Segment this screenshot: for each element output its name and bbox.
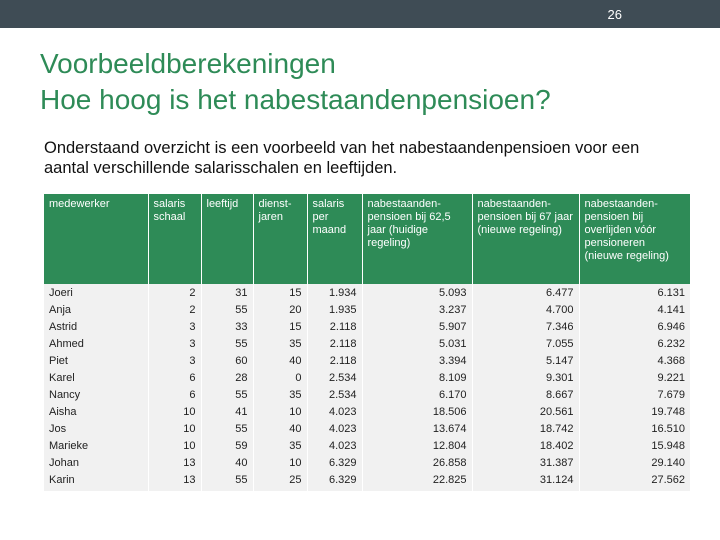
employee-name-cell: Piet	[44, 353, 148, 370]
table-cell: 2.118	[307, 319, 362, 336]
table-cell: 60	[201, 353, 253, 370]
table-cell: 2.534	[307, 370, 362, 387]
table-cell: 59	[201, 438, 253, 455]
employee-name-cell: Karel	[44, 370, 148, 387]
table-cell: 8.109	[362, 370, 472, 387]
table-cell: 6.170	[362, 387, 472, 404]
table-cell: 0	[253, 370, 307, 387]
employee-name-cell: Anja	[44, 302, 148, 319]
table-cell: 33	[201, 319, 253, 336]
pension-table	[44, 194, 690, 491]
header-monthly-salary: salaris per maand	[307, 194, 362, 284]
header-service-years: dienst-jaren	[253, 194, 307, 284]
table-cell: 18.506	[362, 404, 472, 421]
table-cell: 15	[253, 319, 307, 336]
table-cell: 2.118	[307, 336, 362, 353]
employee-name-cell: Astrid	[44, 319, 148, 336]
intro-text: Onderstaand overzicht is een voorbeeld van het nabestaandenpensioen voor een aantal verschillende salarisschalen en leeftijden.	[44, 139, 640, 177]
table-cell: 2.118	[307, 353, 362, 370]
table-header-row	[44, 194, 690, 284]
table-cell: 7.346	[472, 319, 579, 336]
table-cell: 20.561	[472, 404, 579, 421]
table-cell: 1.935	[307, 302, 362, 319]
table-cell: 28	[201, 370, 253, 387]
table-row	[44, 336, 690, 353]
header-age: leeftijd	[201, 194, 253, 284]
table-cell: 5.093	[362, 284, 472, 302]
table-row	[44, 438, 690, 455]
table-cell: 16.510	[651, 423, 685, 435]
employee-name-cell: Karin	[44, 472, 148, 491]
table-cell: 6.131	[657, 287, 685, 299]
table-cell: 9.221	[657, 372, 685, 384]
table-cell: 3	[148, 336, 201, 353]
table-cell: 55	[201, 387, 253, 404]
table-cell: 5.031	[362, 336, 472, 353]
table-cell: 31.124	[472, 472, 579, 491]
table-cell: 6	[148, 387, 201, 404]
table-cell: 35	[253, 438, 307, 455]
table-cell: 22.825	[362, 472, 472, 491]
table-cell: 10	[253, 404, 307, 421]
table-cell: 4.141	[657, 304, 685, 316]
table-cell: 18.402	[472, 438, 579, 455]
employee-name-cell: Ahmed	[44, 336, 148, 353]
table-cell: 3.237	[362, 302, 472, 319]
table-cell: 4.700	[472, 302, 579, 319]
employee-name-cell: Jos	[44, 421, 148, 438]
table-cell: 27.562	[651, 474, 685, 486]
table-cell: 6.232	[657, 338, 685, 350]
employee-name-cell: Nancy	[44, 387, 148, 404]
table-row	[44, 404, 690, 421]
top-bar	[0, 0, 720, 28]
table-cell: 3.394	[362, 353, 472, 370]
table-cell: 7.055	[472, 336, 579, 353]
table-cell: 31	[201, 284, 253, 302]
table-cell: 13	[148, 472, 201, 491]
table-cell: 40	[253, 421, 307, 438]
table-row	[44, 472, 690, 491]
page-number: 26	[607, 7, 622, 22]
table-cell: 19.748	[651, 406, 685, 418]
header-pension-before-retirement: nabestaanden-pensioen bij overlijden vóór pensioneren (nieuwe regeling)	[579, 194, 690, 284]
table-row	[44, 455, 690, 472]
table-cell: 6.329	[307, 472, 362, 491]
title-line-1: Voorbeeldberekeningen	[40, 48, 336, 79]
table-cell: 6.946	[657, 321, 685, 333]
table-cell: 6.329	[307, 455, 362, 472]
table-cell: 4.023	[307, 438, 362, 455]
header-pension-67: nabestaanden-pensioen bij 67 jaar (nieuwe regeling)	[472, 194, 579, 284]
employee-name-cell: Johan	[44, 455, 148, 472]
title-line-2: Hoe hoog is het nabestaandenpensioen?	[40, 84, 551, 115]
table-cell: 10	[148, 438, 201, 455]
table-cell: 10	[148, 421, 201, 438]
table-row	[44, 302, 690, 319]
table-cell: 20	[253, 302, 307, 319]
table-cell: 6	[148, 370, 201, 387]
table-cell: 1.934	[307, 284, 362, 302]
table-cell: 4.368	[657, 355, 685, 367]
table-row	[44, 353, 690, 370]
table-cell: 13.674	[362, 421, 472, 438]
page-title	[40, 46, 551, 118]
table-cell: 10	[253, 455, 307, 472]
table-cell: 5.907	[362, 319, 472, 336]
table-cell: 2	[148, 284, 201, 302]
table-cell: 26.858	[362, 455, 472, 472]
employee-name-cell: Joeri	[44, 284, 148, 302]
table-cell: 2.534	[307, 387, 362, 404]
table-cell: 55	[201, 421, 253, 438]
header-pension-62-5: nabestaanden-pensioen bij 62,5 jaar (huidige regeling)	[362, 194, 472, 284]
table-cell: 40	[201, 455, 253, 472]
table-cell: 35	[253, 387, 307, 404]
table-cell: 55	[201, 302, 253, 319]
table-cell: 8.667	[472, 387, 579, 404]
table-row	[44, 370, 690, 387]
table-cell: 5.147	[472, 353, 579, 370]
table-cell: 55	[201, 472, 253, 491]
table-cell: 9.301	[472, 370, 579, 387]
table-row	[44, 319, 690, 336]
header-employee: medewerker	[44, 194, 148, 284]
table-cell: 15	[253, 284, 307, 302]
table-body	[44, 284, 690, 491]
table-cell: 12.804	[362, 438, 472, 455]
table-cell: 29.140	[651, 457, 685, 469]
table-cell: 40	[253, 353, 307, 370]
table-cell: 4.023	[307, 421, 362, 438]
table-cell: 31.387	[472, 455, 579, 472]
table-cell: 3	[148, 319, 201, 336]
table-cell: 2	[148, 302, 201, 319]
table-cell: 10	[148, 404, 201, 421]
table-cell: 13	[148, 455, 201, 472]
table-row	[44, 387, 690, 404]
table-row	[44, 284, 690, 302]
table-cell: 3	[148, 353, 201, 370]
employee-name-cell: Aisha	[44, 404, 148, 421]
table-cell: 6.477	[472, 284, 579, 302]
table-cell: 25	[253, 472, 307, 491]
table-cell: 15.948	[651, 440, 685, 452]
table-cell: 41	[201, 404, 253, 421]
table-cell: 18.742	[472, 421, 579, 438]
table-cell: 35	[253, 336, 307, 353]
employee-name-cell: Marieke	[44, 438, 148, 455]
table-row	[44, 421, 690, 438]
pension-table-container	[44, 194, 690, 488]
table-cell: 7.679	[657, 389, 685, 401]
header-salary-scale: salaris schaal	[148, 194, 201, 284]
table-cell: 4.023	[307, 404, 362, 421]
table-cell: 55	[201, 336, 253, 353]
